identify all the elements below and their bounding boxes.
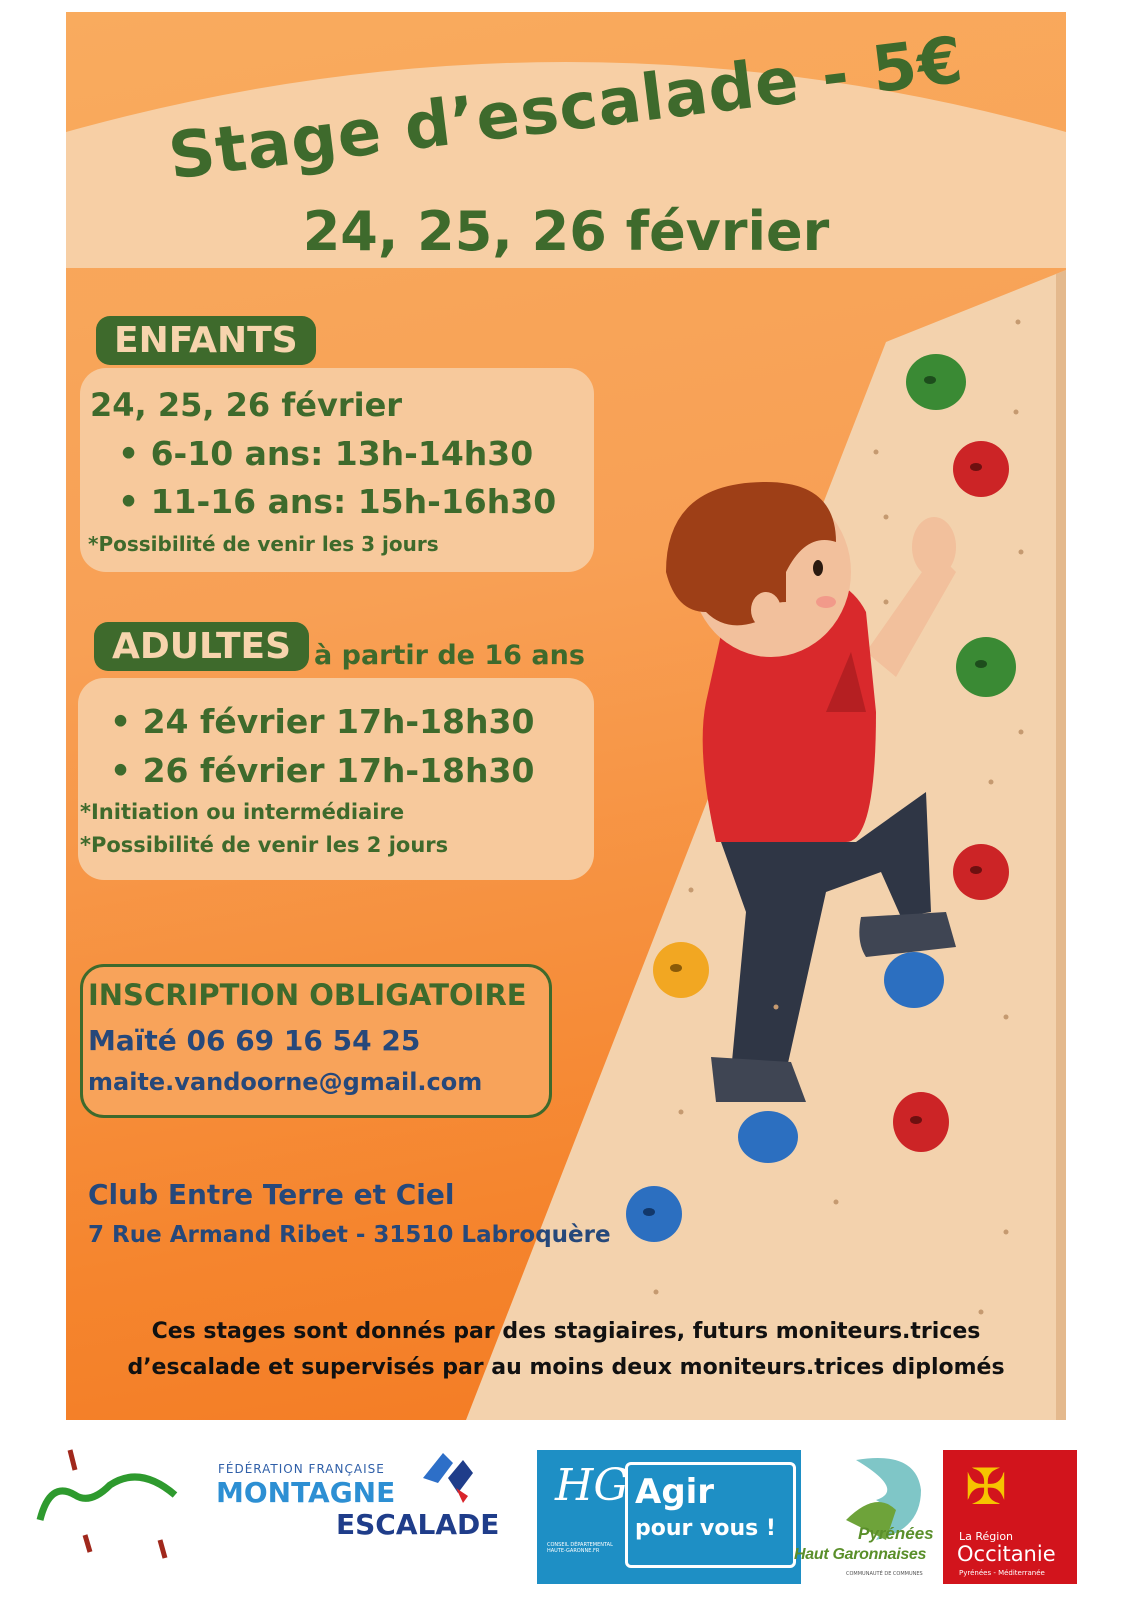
hg-line1: Agir xyxy=(635,1472,715,1512)
adultes-item-text: 24 février 17h-18h30 xyxy=(142,702,535,741)
adultes-tag: ADULTES xyxy=(94,622,309,671)
hg-line2: pour vous ! xyxy=(635,1516,776,1541)
contact-phone[interactable]: Maïté 06 69 16 54 25 xyxy=(88,1024,421,1057)
adultes-note: *Initiation ou intermédiaire xyxy=(80,800,405,824)
occitan-cross-icon: ✠ xyxy=(965,1458,1007,1516)
pyrenees-line2: Haut Garonnaises xyxy=(794,1546,927,1563)
event-dates: 24, 25, 26 février xyxy=(302,200,830,263)
ffme-mountain-icon xyxy=(418,1448,478,1508)
pyrenees-line1: Pyrénées xyxy=(858,1524,934,1543)
adultes-subtitle: à partir de 16 ans xyxy=(314,640,585,671)
lizard-logo xyxy=(30,1440,190,1560)
occitanie-line2: Occitanie xyxy=(957,1542,1056,1566)
supervision-note-line: d’escalade et supervisés par au moins deux moniteurs.trices diplomés xyxy=(127,1355,1005,1380)
supervision-note xyxy=(66,1314,1066,1386)
enfants-item: • 11-16 ans: 15h-16h30 xyxy=(118,482,557,521)
enfants-item: • 6-10 ans: 13h-14h30 xyxy=(118,434,534,473)
enfants-tag: ENFANTS xyxy=(96,316,316,365)
ffme-line3: ESCALADE xyxy=(336,1508,500,1541)
supervision-note-line: Ces stages sont donnés par des stagiaires, futurs moniteurs.trices xyxy=(151,1319,981,1344)
ffme-line2: MONTAGNE xyxy=(216,1476,396,1509)
adultes-item-text: 26 février 17h-18h30 xyxy=(142,751,535,790)
contact-email[interactable]: maite.vandoorne@gmail.com xyxy=(88,1068,483,1096)
enfants-item-text: 6-10 ans: 13h-14h30 xyxy=(150,434,534,473)
inscription-title: INSCRIPTION OBLIGATOIRE xyxy=(88,978,527,1012)
club-name: Club Entre Terre et Ciel xyxy=(88,1178,455,1211)
poster xyxy=(66,12,1066,1420)
ffme-line1: FÉDÉRATION FRANÇAISE xyxy=(218,1462,385,1476)
enfants-note: *Possibilité de venir les 3 jours xyxy=(88,532,439,556)
adultes-item: • 24 février 17h-18h30 xyxy=(110,702,535,741)
enfants-dates: 24, 25, 26 février xyxy=(90,386,403,424)
adultes-item: • 26 février 17h-18h30 xyxy=(110,751,535,790)
occitanie-line1: La Région xyxy=(959,1530,1014,1543)
haute-garonne-logo xyxy=(537,1450,801,1584)
enfants-item-text: 11-16 ans: 15h-16h30 xyxy=(150,482,557,521)
club-address: 7 Rue Armand Ribet - 31510 Labroquère xyxy=(88,1222,611,1248)
hg-small: CONSEIL DÉPARTEMENTAL HAUTE-GARONNE.FR xyxy=(547,1542,613,1554)
page-title: Stage d’escalade - 5€ xyxy=(164,23,968,195)
occitanie-line3: Pyrénées - Méditerranée xyxy=(959,1569,1045,1577)
occitanie-logo xyxy=(943,1450,1077,1584)
partner-logos xyxy=(0,1420,1132,1600)
hg-mark: HG xyxy=(555,1460,629,1511)
adultes-note: *Possibilité de venir les 2 jours xyxy=(80,833,449,857)
pyrenees-small: COMMUNAUTÉ DE COMMUNES xyxy=(846,1571,923,1577)
